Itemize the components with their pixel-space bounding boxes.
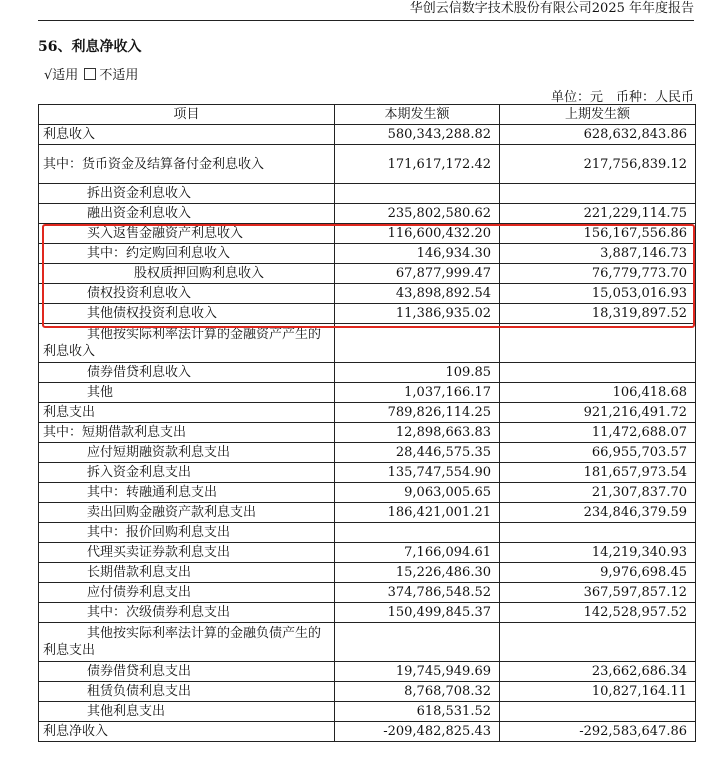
applies-label: 适用 — [52, 68, 79, 83]
current-period-value: 15,226,486.30 — [335, 563, 500, 583]
prior-period-value: 76,779,773.70 — [500, 264, 696, 284]
table-row — [39, 363, 696, 383]
prior-period-value: -292,583,647.86 — [500, 722, 696, 742]
column-header-current: 本期发生额 — [335, 105, 500, 125]
prior-period-value: 234,846,379.59 — [500, 503, 696, 523]
current-period-value: 67,877,999.47 — [335, 264, 500, 284]
table-row — [39, 543, 696, 563]
report-header: 华创云信数字技术股份有限公司2025 年年度报告 — [38, 0, 694, 21]
current-period-value: 116,600,432.20 — [335, 224, 500, 244]
current-period-value: 135,747,554.90 — [335, 463, 500, 483]
section-title: 56、利息净收入 — [38, 39, 142, 55]
table-row — [39, 224, 696, 244]
current-period-value: 150,499,845.37 — [335, 603, 500, 623]
prior-period-value: 142,528,957.52 — [500, 603, 696, 623]
current-period-value — [335, 324, 500, 363]
prior-period-value: 156,167,556.86 — [500, 224, 696, 244]
row-label: 债券借贷利息支出 — [39, 662, 335, 682]
table-header-row — [39, 105, 696, 125]
current-period-value: 9,063,005.65 — [335, 483, 500, 503]
row-label: 其中：次级债券利息支出 — [39, 603, 335, 623]
row-label: 其中：转融通利息支出 — [39, 483, 335, 503]
prior-period-value — [500, 523, 696, 543]
table-row — [39, 722, 696, 742]
current-period-value: 8,768,708.32 — [335, 682, 500, 702]
current-period-value: 374,786,548.52 — [335, 583, 500, 603]
table-row — [39, 463, 696, 483]
table-row — [39, 264, 696, 284]
row-label: 债券借贷利息收入 — [39, 363, 335, 383]
row-label: 其中：报价回购利息支出 — [39, 523, 335, 543]
row-label: 利息收入 — [39, 125, 335, 145]
applicability-line — [44, 64, 138, 83]
table-row — [39, 284, 696, 304]
current-period-value: 171,617,172.42 — [335, 145, 500, 184]
prior-period-value: 9,976,698.45 — [500, 563, 696, 583]
table-row — [39, 383, 696, 403]
table-row — [39, 125, 696, 145]
not-applies-label: 不适用 — [99, 68, 139, 83]
table-row — [39, 682, 696, 702]
table-row — [39, 324, 696, 363]
current-period-value — [335, 184, 500, 204]
prior-period-value: 21,307,837.70 — [500, 483, 696, 503]
table-row — [39, 523, 696, 543]
prior-period-value — [500, 324, 696, 363]
prior-period-value: 221,229,114.75 — [500, 204, 696, 224]
prior-period-value — [500, 702, 696, 722]
column-header-prior: 上期发生额 — [500, 105, 696, 125]
prior-period-value — [500, 363, 696, 383]
row-label: 其他债权投资利息收入 — [39, 304, 335, 324]
table-row — [39, 423, 696, 443]
row-label: 其他 — [39, 383, 335, 403]
current-period-value: 1,037,166.17 — [335, 383, 500, 403]
row-label: 利息支出 — [39, 403, 335, 423]
unit-currency-line: 单位：元 币种：人民币 — [550, 90, 694, 105]
row-label: 融出资金利息收入 — [39, 204, 335, 224]
prior-period-value: 181,657,973.54 — [500, 463, 696, 483]
table-row — [39, 244, 696, 264]
current-period-value: 11,386,935.02 — [335, 304, 500, 324]
table-row — [39, 563, 696, 583]
row-label: 其他按实际利率法计算的金融负债产生的利息支出 — [39, 623, 335, 662]
prior-period-value: 10,827,164.11 — [500, 682, 696, 702]
row-label: 拆入资金利息支出 — [39, 463, 335, 483]
table-row — [39, 662, 696, 682]
prior-period-value: 106,418.68 — [500, 383, 696, 403]
current-period-value: 235,802,580.62 — [335, 204, 500, 224]
table-row — [39, 145, 696, 184]
table-row — [39, 702, 696, 722]
row-label: 租赁负债利息支出 — [39, 682, 335, 702]
table-row — [39, 623, 696, 662]
row-label: 债权投资利息收入 — [39, 284, 335, 304]
interest-income-table — [38, 104, 696, 742]
table-row — [39, 403, 696, 423]
row-label: 其他利息支出 — [39, 702, 335, 722]
table-body — [39, 125, 696, 742]
current-period-value — [335, 523, 500, 543]
table-row — [39, 583, 696, 603]
row-label: 拆出资金利息收入 — [39, 184, 335, 204]
row-label: 股权质押回购利息收入 — [39, 264, 335, 284]
table-row — [39, 304, 696, 324]
current-period-value: 146,934.30 — [335, 244, 500, 264]
current-period-value: 43,898,892.54 — [335, 284, 500, 304]
row-label: 买入返售金融资产利息收入 — [39, 224, 335, 244]
current-period-value: 580,343,288.82 — [335, 125, 500, 145]
current-period-value: 109.85 — [335, 363, 500, 383]
unchecked-box-icon[interactable] — [84, 68, 96, 80]
prior-period-value: 367,597,857.12 — [500, 583, 696, 603]
prior-period-value: 921,216,491.72 — [500, 403, 696, 423]
current-period-value: 789,826,114.25 — [335, 403, 500, 423]
prior-period-value: 23,662,686.34 — [500, 662, 696, 682]
row-label: 代理买卖证券款利息支出 — [39, 543, 335, 563]
prior-period-value: 15,053,016.93 — [500, 284, 696, 304]
prior-period-value: 14,219,340.93 — [500, 543, 696, 563]
current-period-value: 618,531.52 — [335, 702, 500, 722]
table-row — [39, 503, 696, 523]
prior-period-value — [500, 184, 696, 204]
prior-period-value: 11,472,688.07 — [500, 423, 696, 443]
table-row — [39, 603, 696, 623]
current-period-value: 12,898,663.83 — [335, 423, 500, 443]
prior-period-value — [500, 623, 696, 662]
current-period-value: -209,482,825.43 — [335, 722, 500, 742]
row-label: 应付债券利息支出 — [39, 583, 335, 603]
current-period-value: 186,421,001.21 — [335, 503, 500, 523]
row-label: 长期借款利息支出 — [39, 563, 335, 583]
current-period-value — [335, 623, 500, 662]
row-label: 卖出回购金融资产款利息支出 — [39, 503, 335, 523]
row-label: 其中：约定购回利息收入 — [39, 244, 335, 264]
prior-period-value: 628,632,843.86 — [500, 125, 696, 145]
table-row — [39, 443, 696, 463]
column-header-item: 项目 — [39, 105, 335, 125]
row-label: 其中：货币资金及结算备付金利息收入 — [39, 145, 335, 184]
prior-period-value: 66,955,703.57 — [500, 443, 696, 463]
row-label: 其中：短期借款利息支出 — [39, 423, 335, 443]
table-row — [39, 483, 696, 503]
current-period-value: 7,166,094.61 — [335, 543, 500, 563]
prior-period-value: 3,887,146.73 — [500, 244, 696, 264]
current-period-value: 28,446,575.35 — [335, 443, 500, 463]
table-row — [39, 184, 696, 204]
current-period-value: 19,745,949.69 — [335, 662, 500, 682]
row-label: 应付短期融资款利息支出 — [39, 443, 335, 463]
row-label: 其他按实际利率法计算的金融资产产生的利息收入 — [39, 324, 335, 363]
row-label: 利息净收入 — [39, 722, 335, 742]
prior-period-value: 217,756,839.12 — [500, 145, 696, 184]
check-mark-icon[interactable]: √ — [44, 68, 53, 83]
prior-period-value: 18,319,897.52 — [500, 304, 696, 324]
table-row — [39, 204, 696, 224]
